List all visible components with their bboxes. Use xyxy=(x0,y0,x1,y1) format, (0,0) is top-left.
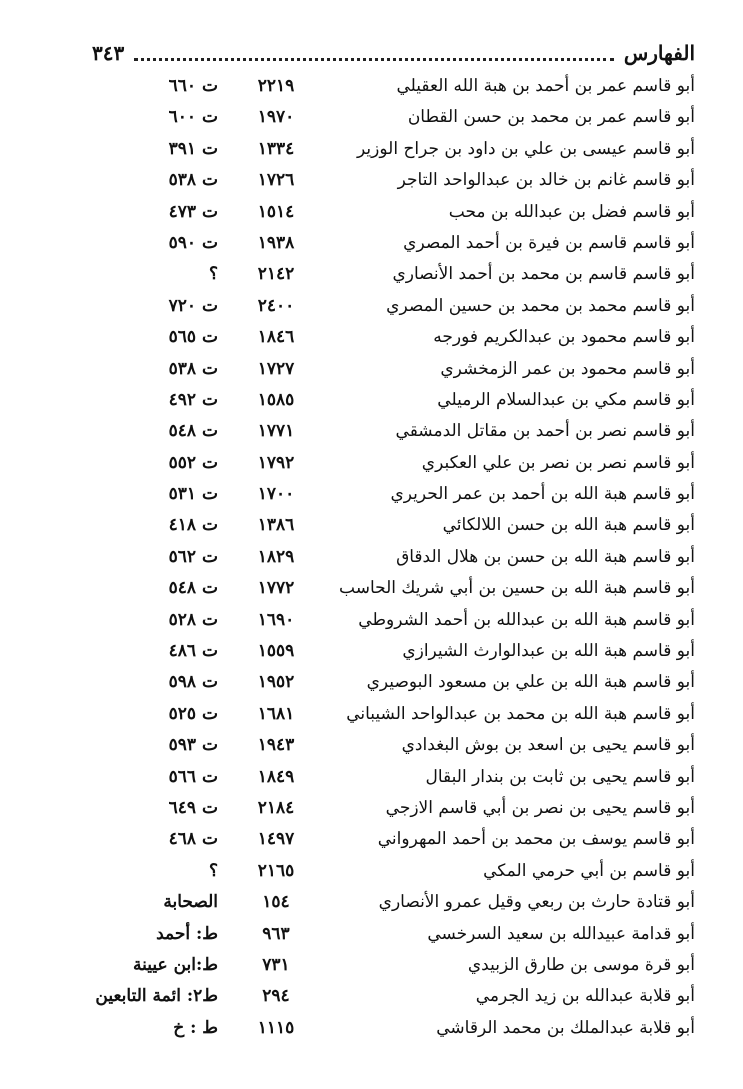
index-entry xyxy=(0,731,743,762)
entry-note: ت ٤٨٦ xyxy=(168,641,218,662)
entry-note: ط٢: ائمة التابعين xyxy=(95,986,218,1007)
index-entry xyxy=(0,763,743,794)
entry-name: أبو قلابة عبدالله بن زيد الجرمي xyxy=(475,986,695,1007)
index-entry xyxy=(0,449,743,480)
entry-number: ١٧٧٢ xyxy=(257,578,295,599)
index-list xyxy=(0,72,743,1045)
entry-number: ١٧٧١ xyxy=(257,421,295,442)
index-entry xyxy=(0,355,743,386)
entry-note: ت ٥٣١ xyxy=(168,484,218,505)
entry-note: ت ٤٧٣ xyxy=(168,201,218,222)
entry-number: ١٧٢٦ xyxy=(257,170,295,191)
entry-note: ت ٥٣٨ xyxy=(168,170,218,191)
page-header xyxy=(92,38,695,68)
index-entry xyxy=(0,574,743,605)
index-entry xyxy=(0,794,743,825)
entry-number: ١٥١٤ xyxy=(257,201,295,222)
index-entry xyxy=(0,323,743,354)
entry-name: أبو قدامة عبيدالله بن سعيد السرخسي xyxy=(427,923,695,944)
index-entry xyxy=(0,72,743,103)
entry-note: ط:ابن عيينة xyxy=(133,954,218,975)
entry-name: أبو قاسم عمر بن أحمد بن هبة الله العقيلي xyxy=(396,76,695,96)
entry-name: أبو قاسم بن أبي حرمي المكي xyxy=(483,860,695,881)
entry-name: أبو قاسم هبة الله بن أحمد بن عمر الحريري xyxy=(390,484,695,505)
entry-name: أبو قاسم هبة الله بن حسن بن هلال الدقاق xyxy=(396,546,695,567)
entry-name: أبو قاسم فضل بن عبدالله بن محب xyxy=(448,201,695,222)
entry-number: ١٤٩٧ xyxy=(257,829,295,850)
index-entry xyxy=(0,637,743,668)
index-entry xyxy=(0,417,743,448)
entry-number: ١٧٩٢ xyxy=(257,452,295,473)
entry-name: أبو قاسم هبة الله بن محمد بن عبدالواحد الشيباني xyxy=(346,703,695,724)
entry-note: الصحابة xyxy=(163,892,218,913)
entry-name: أبو قرة موسى بن طارق الزبيدي xyxy=(467,954,695,975)
entry-note: ت ٦٦٠ xyxy=(168,76,218,96)
entry-number: ١٩٧٠ xyxy=(257,107,295,128)
entry-note: ت ٤١٨ xyxy=(168,515,218,536)
entry-note: ت ٥٩٣ xyxy=(168,735,218,756)
index-entry xyxy=(0,951,743,982)
entry-name: أبو قاسم يحيى بن ثابت بن بندار البقال xyxy=(425,766,695,787)
index-entry xyxy=(0,386,743,417)
entry-name: أبو قاسم هبة الله بن عبدالوارث الشيرازي xyxy=(402,641,695,662)
entry-note: ت ٦٠٠ xyxy=(168,107,218,128)
page-number: ٣٤٣ xyxy=(92,41,125,65)
entry-note: ت ٥٦٦ xyxy=(168,766,218,787)
entry-note: ت ٥٤٨ xyxy=(168,421,218,442)
entry-note: ت ٥٦٢ xyxy=(168,546,218,567)
entry-note: ت ٣٩١ xyxy=(168,138,218,159)
index-entry xyxy=(0,292,743,323)
entry-number: ١٨٤٩ xyxy=(257,766,295,787)
entry-name: أبو قاسم محمود بن عبدالكريم فورجه xyxy=(433,327,695,348)
entry-number: ١٩٥٢ xyxy=(257,672,295,693)
index-entry xyxy=(0,668,743,699)
entry-number: ٢٤٠٠ xyxy=(257,295,295,316)
index-entry xyxy=(0,982,743,1013)
index-entry xyxy=(0,229,743,260)
entry-number: ٢١٦٥ xyxy=(257,860,295,881)
index-entry xyxy=(0,920,743,951)
entry-number: ٢١٤٢ xyxy=(257,264,295,285)
entry-name: أبو قاسم نصر بن نصر بن علي العكبري xyxy=(421,452,695,473)
entry-number: ٢٩٤ xyxy=(262,986,290,1007)
entry-number: ٢١٨٤ xyxy=(257,797,295,818)
entry-name: أبو قاسم يحيى بن اسعد بن بوش البغدادي xyxy=(401,735,695,756)
entry-note: ت ٥٤٨ xyxy=(168,578,218,599)
entry-number: ٩٦٣ xyxy=(262,923,290,944)
entry-number: ١٩٤٣ xyxy=(257,735,295,756)
entry-name: أبو قاسم هبة الله بن علي بن مسعود البوصيري xyxy=(366,672,695,693)
index-entry xyxy=(0,480,743,511)
entry-name: أبو قاسم محمود بن عمر الزمخشري xyxy=(440,358,695,379)
entry-note: ط : خ xyxy=(173,1017,218,1038)
entry-number: ١١١٥ xyxy=(257,1017,295,1038)
index-entry xyxy=(0,857,743,888)
entry-number: ١٥٥٩ xyxy=(257,641,295,662)
entry-name: أبو قتادة حارث بن ربعي وقيل عمرو الأنصاري xyxy=(378,892,695,913)
entry-number: ١٦٨١ xyxy=(257,703,295,724)
entry-number: ١٨٢٩ xyxy=(257,546,295,567)
entry-number: ١٣٨٦ xyxy=(257,515,295,536)
entry-name: أبو قاسم مكي بن عبدالسلام الرميلي xyxy=(437,389,695,410)
index-entry xyxy=(0,166,743,197)
entry-number: ٧٣١ xyxy=(262,954,290,975)
entry-note: ؟ xyxy=(208,860,218,881)
dotted-leader xyxy=(134,58,614,61)
entry-name: أبو قاسم قاسم بن فيرة بن أحمد المصري xyxy=(403,232,695,253)
entry-name: أبو قاسم محمد بن محمد بن حسين المصري xyxy=(386,295,695,316)
entry-name: أبو قاسم هبة الله بن حسين بن أبي شريك الحاسب xyxy=(339,578,695,599)
entry-number: ١٧٢٧ xyxy=(257,358,295,379)
entry-number: ١٧٠٠ xyxy=(257,484,295,505)
entry-note: ت ٥٣٨ xyxy=(168,358,218,379)
entry-note: ت ٥٢٨ xyxy=(168,609,218,630)
index-entry xyxy=(0,260,743,291)
entry-note: ت ٥٥٢ xyxy=(168,452,218,473)
entry-number: ١٩٣٨ xyxy=(257,232,295,253)
entry-name: أبو قلابة عبدالملك بن محمد الرقاشي xyxy=(436,1017,695,1038)
index-entry xyxy=(0,103,743,134)
section-title: الفهارس xyxy=(623,41,695,65)
entry-name: أبو قاسم يوسف بن محمد بن أحمد المهرواني xyxy=(377,829,695,850)
entry-name: أبو قاسم عيسى بن علي بن داود بن جراح الوزير xyxy=(357,138,695,159)
entry-note: ت ٤٩٢ xyxy=(168,389,218,410)
entry-note: ت ٥٢٥ xyxy=(168,703,218,724)
index-entry xyxy=(0,606,743,637)
entry-number: ١٨٤٦ xyxy=(257,327,295,348)
entry-note: ت ٧٢٠ xyxy=(168,295,218,316)
index-entry xyxy=(0,700,743,731)
entry-name: أبو قاسم نصر بن أحمد بن مقاتل الدمشقي xyxy=(395,421,695,442)
entry-name: أبو قاسم قاسم بن محمد بن أحمد الأنصاري xyxy=(392,264,695,285)
index-entry xyxy=(0,511,743,542)
entry-number: ٢٢١٩ xyxy=(257,76,295,96)
entry-note: ط: أحمد xyxy=(156,923,218,944)
entry-name: أبو قاسم يحيى بن نصر بن أبي قاسم الازجي xyxy=(385,797,695,818)
entry-note: ت ٦٤٩ xyxy=(168,797,218,818)
entry-name: أبو قاسم هبة الله بن عبدالله بن أحمد الشروطي xyxy=(358,609,695,630)
index-entry xyxy=(0,1014,743,1045)
index-entry xyxy=(0,825,743,856)
entry-name: أبو قاسم غانم بن خالد بن عبدالواحد التاجر xyxy=(397,170,695,191)
index-entry xyxy=(0,543,743,574)
entry-number: ١٥٨٥ xyxy=(257,389,295,410)
entry-number: ١٦٩٠ xyxy=(257,609,295,630)
entry-name: أبو قاسم هبة الله بن حسن اللالكائي xyxy=(442,515,695,536)
index-entry xyxy=(0,135,743,166)
entry-name: أبو قاسم عمر بن محمد بن حسن القطان xyxy=(407,107,695,128)
entry-note: ت ٤٦٨ xyxy=(168,829,218,850)
entry-note: ت ٥٦٥ xyxy=(168,327,218,348)
entry-note: ت ٥٩٨ xyxy=(168,672,218,693)
entry-note: ؟ xyxy=(208,264,218,285)
entry-number: ١٥٤ xyxy=(262,892,290,913)
entry-note: ت ٥٩٠ xyxy=(168,232,218,253)
index-entry xyxy=(0,888,743,919)
entry-number: ١٣٣٤ xyxy=(257,138,295,159)
index-entry xyxy=(0,198,743,229)
